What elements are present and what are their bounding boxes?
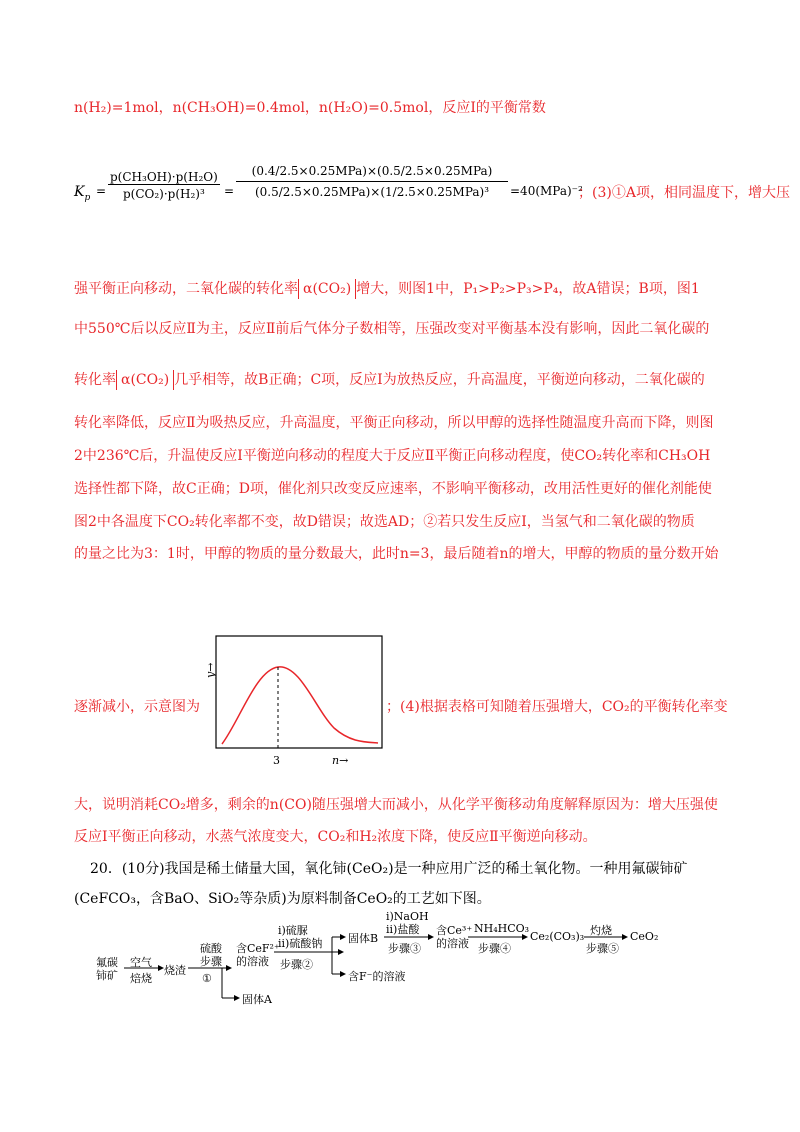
answer-line-7: 选择性都下降，故C正确；D项，催化剂只改变反应速率，不影响平衡移动，改用活性更好的催化剂能使 [74, 481, 712, 497]
node-slag: 烧渣 [164, 964, 186, 977]
answer-line-1: n(H₂)=1mol，n(CH₃OH)=0.4mol，n(H₂O)=0.5mol，反应Ⅰ的平衡常数 [74, 100, 546, 116]
label-sulfuric-step1: 硫酸 步骤 [200, 942, 222, 968]
answer-line-6: 2中236℃后，升温使反应Ⅰ平衡逆向移动的程度大于反应Ⅱ平衡正向移动程度，使CO₂转化率和CH₃OH [74, 448, 711, 464]
answer-line-2: 强平衡正向移动，二氧化碳的转化率 α(CO₂) 增大，则图1中，P₁>P₂>P₃>P₄，故A错误；B项，图1 [74, 281, 700, 297]
node-solid-b: 固体B [348, 932, 379, 945]
kp-formula: $K_p$ = p(CH₃OH)·p(H₂O) p(CO₂)·p(H₂)³ = (0.4/2.5×0.25MPa)×(0.5/2.5×0.25MPa) (0.5/2.5×0.25MPa)×(1/2.5×0.25MPa)³ =40(MPa)⁻² ；(3)①A项，相同温度下，增大压 [74, 164, 790, 203]
x-tick-3: 3 [273, 754, 280, 767]
answer-line-8: 图2中各温度下CO₂转化率都不变，故D错误；故选AD；②若只发生反应Ⅰ，当氢气和二氧化碳的物质 [74, 514, 695, 530]
label-calcine: 灼烧 [590, 924, 612, 937]
kp-result: =40(MPa)⁻² [510, 184, 583, 198]
answer-line-10-right: ；(4)根据表格可知随着压强增大，CO₂的平衡转化率变 [386, 699, 728, 715]
answer-line-5: 转化率降低，反应Ⅱ为吸热反应，升高温度，平衡正向移动，所以甲醇的选择性随温度升高而下降，则图 [74, 415, 714, 431]
node-cef-solution: 含CeF²⁺ 的溶液 [236, 942, 280, 968]
curve-line [222, 667, 378, 744]
node-f-solution: 含F⁻的溶液 [348, 970, 406, 983]
answer-3-start: ；(3)①A项，相同温度下，增大压 [578, 185, 790, 201]
question-20-line-1: 20．(10分)我国是稀土储量大国，氧化铈(CeO₂)是一种应用广泛的稀土氧化物。一种用氟碳铈矿 [90, 861, 688, 877]
answer-line-3: 中550℃后以反应Ⅱ为主，反应Ⅱ前后气体分子数相等，压强改变对平衡基本没有影响，因此二氧化碳的 [74, 321, 710, 337]
label-step5: 步骤⑤ [586, 942, 619, 955]
node-ore: 氟碳 铈矿 [96, 956, 118, 982]
node-ce2co3: Ce₂(CO₃)₃ [530, 930, 585, 943]
label-step4: 步骤④ [478, 942, 511, 955]
node-ce3-solution: 含Ce³⁺ 的溶液 [436, 924, 473, 950]
kp-symbol: $K_p$ [74, 184, 91, 203]
lhs-fraction: p(CH₃OH)·p(H₂O) p(CO₂)·p(H₂)³ [110, 170, 218, 201]
rhs-fraction: (0.4/2.5×0.25MPa)×(0.5/2.5×0.25MPa) (0.5/2.5×0.25MPa)×(1/2.5×0.25MPa)³ [236, 164, 508, 199]
answer-line-4: 转化率 α(CO₂) 几乎相等，故B正确；C项，反应Ⅰ为放热反应，升高温度，平衡逆向移动，二氧化碳的 [74, 372, 705, 388]
label-step2: 步骤② [280, 958, 313, 971]
graph-frame [216, 636, 382, 748]
answer-line-9: 的量之比为3：1时，甲醇的物质的量分数最大，此时n=3，最后随着n的增大，甲醇的物质的量分数开始 [74, 546, 719, 562]
answer-line-11: 大，说明消耗CO₂增多，剩余的n(CO)随压强增大而减小，从化学平衡移动角度解释原因为：增大压强使 [74, 797, 718, 813]
label-air: 空气 [130, 956, 152, 969]
label-step2-reagents: i)硫脲 ii)硫酸钠 [278, 924, 323, 950]
node-solid-a: 固体A [242, 993, 272, 1006]
answer-line-12: 反应Ⅰ平衡正向移动，水蒸气浓度变大，CO₂和H₂浓度下降，使反应Ⅱ平衡逆向移动。 [74, 829, 597, 845]
x-axis-label: n→ [332, 754, 349, 767]
label-nh4hco3: NH₄HCO₃ [474, 922, 530, 935]
y-axis-label: y→ [204, 662, 217, 678]
label-step3-reagents: i)NaOH ii)盐酸 [386, 910, 429, 936]
process-flowchart [96, 912, 696, 1012]
answer-line-10: 逐渐减小，示意图为 [74, 699, 200, 715]
node-ceo2: CeO₂ [630, 930, 659, 943]
label-step3: 步骤③ [388, 942, 421, 955]
alpha-co2-bracket-2: α(CO₂) [116, 370, 174, 390]
label-step1-num: ① [202, 972, 212, 985]
peak-curve-graph [200, 630, 386, 770]
question-20-line-2: (CeFCO₃，含BaO、SiO₂等杂质)为原料制备CeO₂的工艺如下图。 [74, 891, 491, 907]
alpha-co2-bracket: α(CO₂) [298, 279, 356, 299]
label-roast: 焙烧 [130, 972, 152, 985]
